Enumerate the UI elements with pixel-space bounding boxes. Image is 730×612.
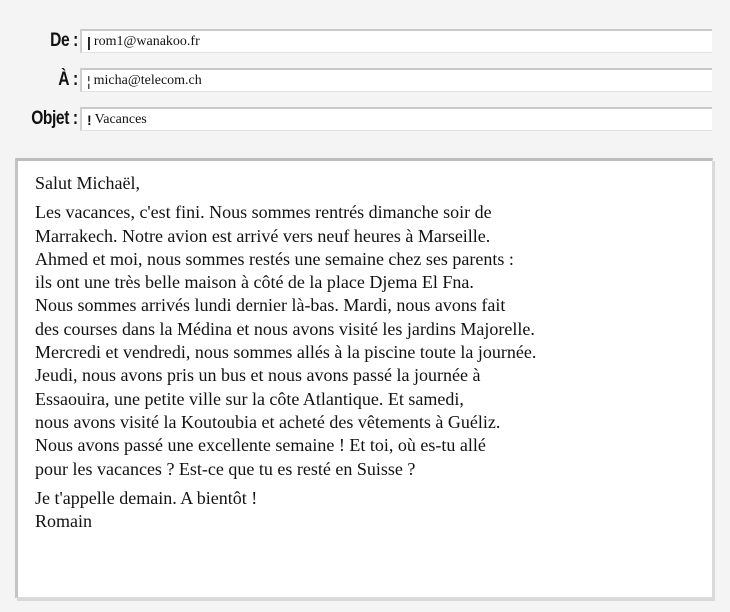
text-cursor-icon: ¦ <box>87 72 91 89</box>
text-cursor-icon: ! <box>87 111 92 128</box>
message-text <box>35 172 703 533</box>
text-cursor-icon: | <box>87 33 91 50</box>
paragraph-line: Mercredi et vendredi, nous sommes allés à la piscine toute la journée. <box>35 342 537 363</box>
paragraph-line: Marrakech. Notre avion est arrivé vers neuf heures à Marseille. <box>35 225 491 246</box>
greeting: Salut Michaël, <box>35 173 140 193</box>
signature: Romain <box>35 511 92 532</box>
paragraph-line: Nous avons passé une excellente semaine ! Et toi, où es-tu allé <box>35 435 486 456</box>
subject-label: Objet : <box>31 108 78 129</box>
paragraph-line: Les vacances, c'est fini. Nous sommes rentrés dimanche soir de <box>35 202 492 223</box>
subject-field[interactable] <box>80 107 712 131</box>
to-label: À : <box>58 69 78 90</box>
from-value: rom1@wanakoo.fr <box>93 33 200 49</box>
paragraph-line: ils ont une très belle maison à côté de la place Djema El Fna. <box>35 272 474 293</box>
from-label: De : <box>50 30 78 51</box>
paragraph-line: des courses dans la Médina et nous avons visité les jardins Majorelle. <box>35 318 535 339</box>
closing: Je t'appelle demain. A bientôt ! <box>35 487 258 508</box>
from-label-wrap <box>0 30 78 60</box>
message-body[interactable] <box>15 158 713 598</box>
to-value: micha@telecom.ch <box>93 72 202 88</box>
to-field[interactable] <box>80 68 712 92</box>
paragraph-line: Essaouira, une petite ville sur la côte Atlantique. Et samedi, <box>35 388 464 409</box>
from-field[interactable] <box>80 29 712 53</box>
paragraph-line: Nous sommes arrivés lundi dernier là-bas. Mardi, nous avons fait <box>35 295 506 316</box>
paragraph-line: Ahmed et moi, nous sommes restés une semaine chez ses parents : <box>35 248 514 269</box>
paragraph-line: Jeudi, nous avons pris un bus et nous avons passé la journée à <box>35 365 481 386</box>
subject-value: Vacances <box>94 111 147 127</box>
paragraph-line: pour les vacances ? Est-ce que tu es resté en Suisse ? <box>35 458 416 479</box>
subject-label-wrap <box>0 108 78 138</box>
message-paragraph <box>35 201 703 481</box>
paragraph-line: nous avons visité la Koutoubia et acheté des vêtements à Guéliz. <box>35 411 501 432</box>
to-label-wrap <box>0 69 78 99</box>
